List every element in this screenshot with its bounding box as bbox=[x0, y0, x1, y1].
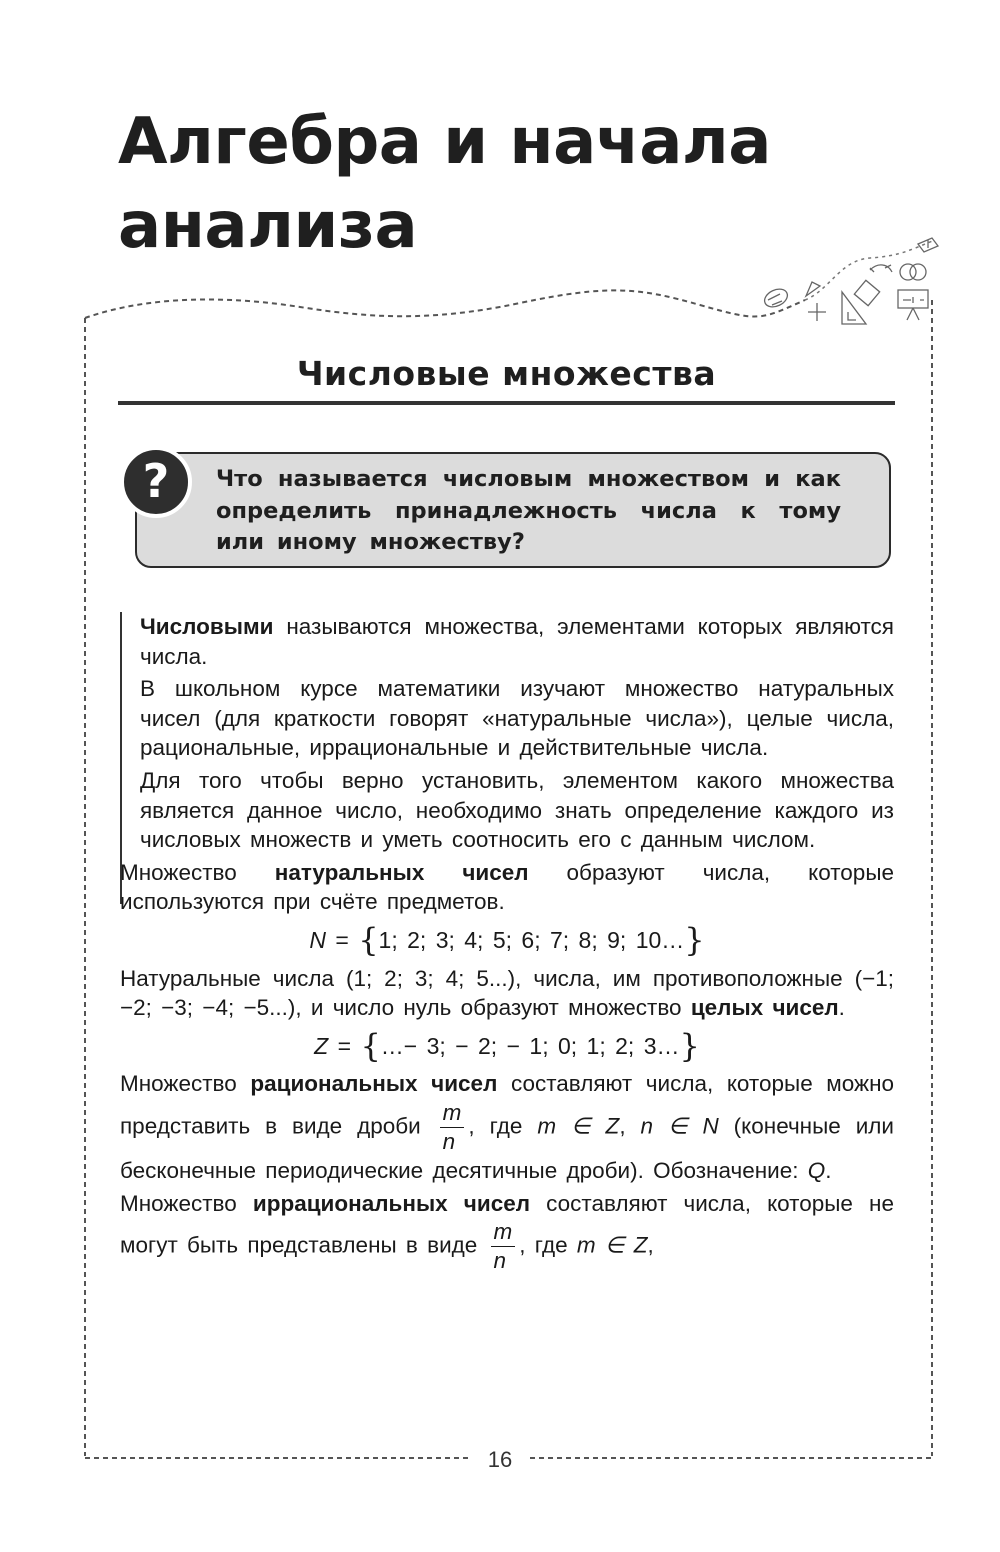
chapter-title-line1: Алгебра и начала bbox=[118, 105, 771, 179]
page-body bbox=[120, 612, 894, 1275]
integer-formula: Z = {…− 3; − 2; − 1; 0; 1; 2; 3…} bbox=[314, 1026, 700, 1065]
term-integer: целых чисел bbox=[690, 995, 839, 1021]
term-natural: натуральных чисел bbox=[274, 859, 529, 885]
intro-paragraph-3: Для того чтобы верно установить, элементом какого множества является данное число, необходимо знать определение каждого из числовых множеств и уметь соотносить его с данным числом. bbox=[140, 767, 894, 853]
rational-paragraph: Множество рациональных чисел составляют числа, которые можно представить в виде дроби $\frac{m}{n}$ , где m ∈ Z, n ∈ N (конечные или бесконечные периодические десятичные дроби). Обозначение: Q. bbox=[120, 1071, 895, 1183]
intro-paragraph-2: В школьном курсе математики изучают множество натуральных чисел (для краткости говорят «натуральные числа»), целые числа, рациональные, иррациональные и действительные числа. bbox=[140, 676, 894, 761]
rational-fraction: $\frac{m}{n}$ bbox=[440, 1099, 465, 1156]
term-rational: рациональных чисел bbox=[250, 1071, 498, 1097]
section-underline bbox=[118, 401, 895, 405]
section-title: Числовые множества bbox=[296, 354, 717, 393]
page-number: 16 bbox=[487, 1447, 513, 1472]
question-text: Что называется числовым множеством и как определить принадлежность числа к тому или иному множеству? bbox=[216, 466, 841, 555]
term-irrational: иррациональных чисел bbox=[252, 1190, 531, 1216]
integer-paragraph: Натуральные числа (1; 2; 3; 4; 5...), числа, им противоположные (−1; −2; −3; −4; −5...), и число нуль образуют множество целых чисел. bbox=[120, 965, 894, 1021]
natural-formula: N = {1; 2; 3; 4; 5; 6; 7; 8; 9; 10…} bbox=[309, 920, 705, 959]
wavy-header-border bbox=[85, 290, 805, 318]
natural-paragraph: Множество натуральных чисел образуют числа, которые используются при счёте предметов. bbox=[120, 859, 894, 915]
chapter-title-line2: анализа bbox=[118, 189, 418, 263]
irrational-fraction: $\frac{m}{n}$ bbox=[491, 1218, 516, 1275]
question-mark-icon: ? bbox=[120, 446, 192, 518]
math-doodles-icon bbox=[762, 238, 938, 324]
term-numeric: Числовыми bbox=[140, 614, 274, 639]
intro-paragraph-1: Числовыми называются множества, элементами которых являются числа. bbox=[140, 614, 894, 669]
irrational-paragraph: Множество иррациональных чисел составляют числа, которые не могут быть представлены в виде $\frac{m}{n}$ , где m ∈ Z, bbox=[120, 1190, 894, 1274]
